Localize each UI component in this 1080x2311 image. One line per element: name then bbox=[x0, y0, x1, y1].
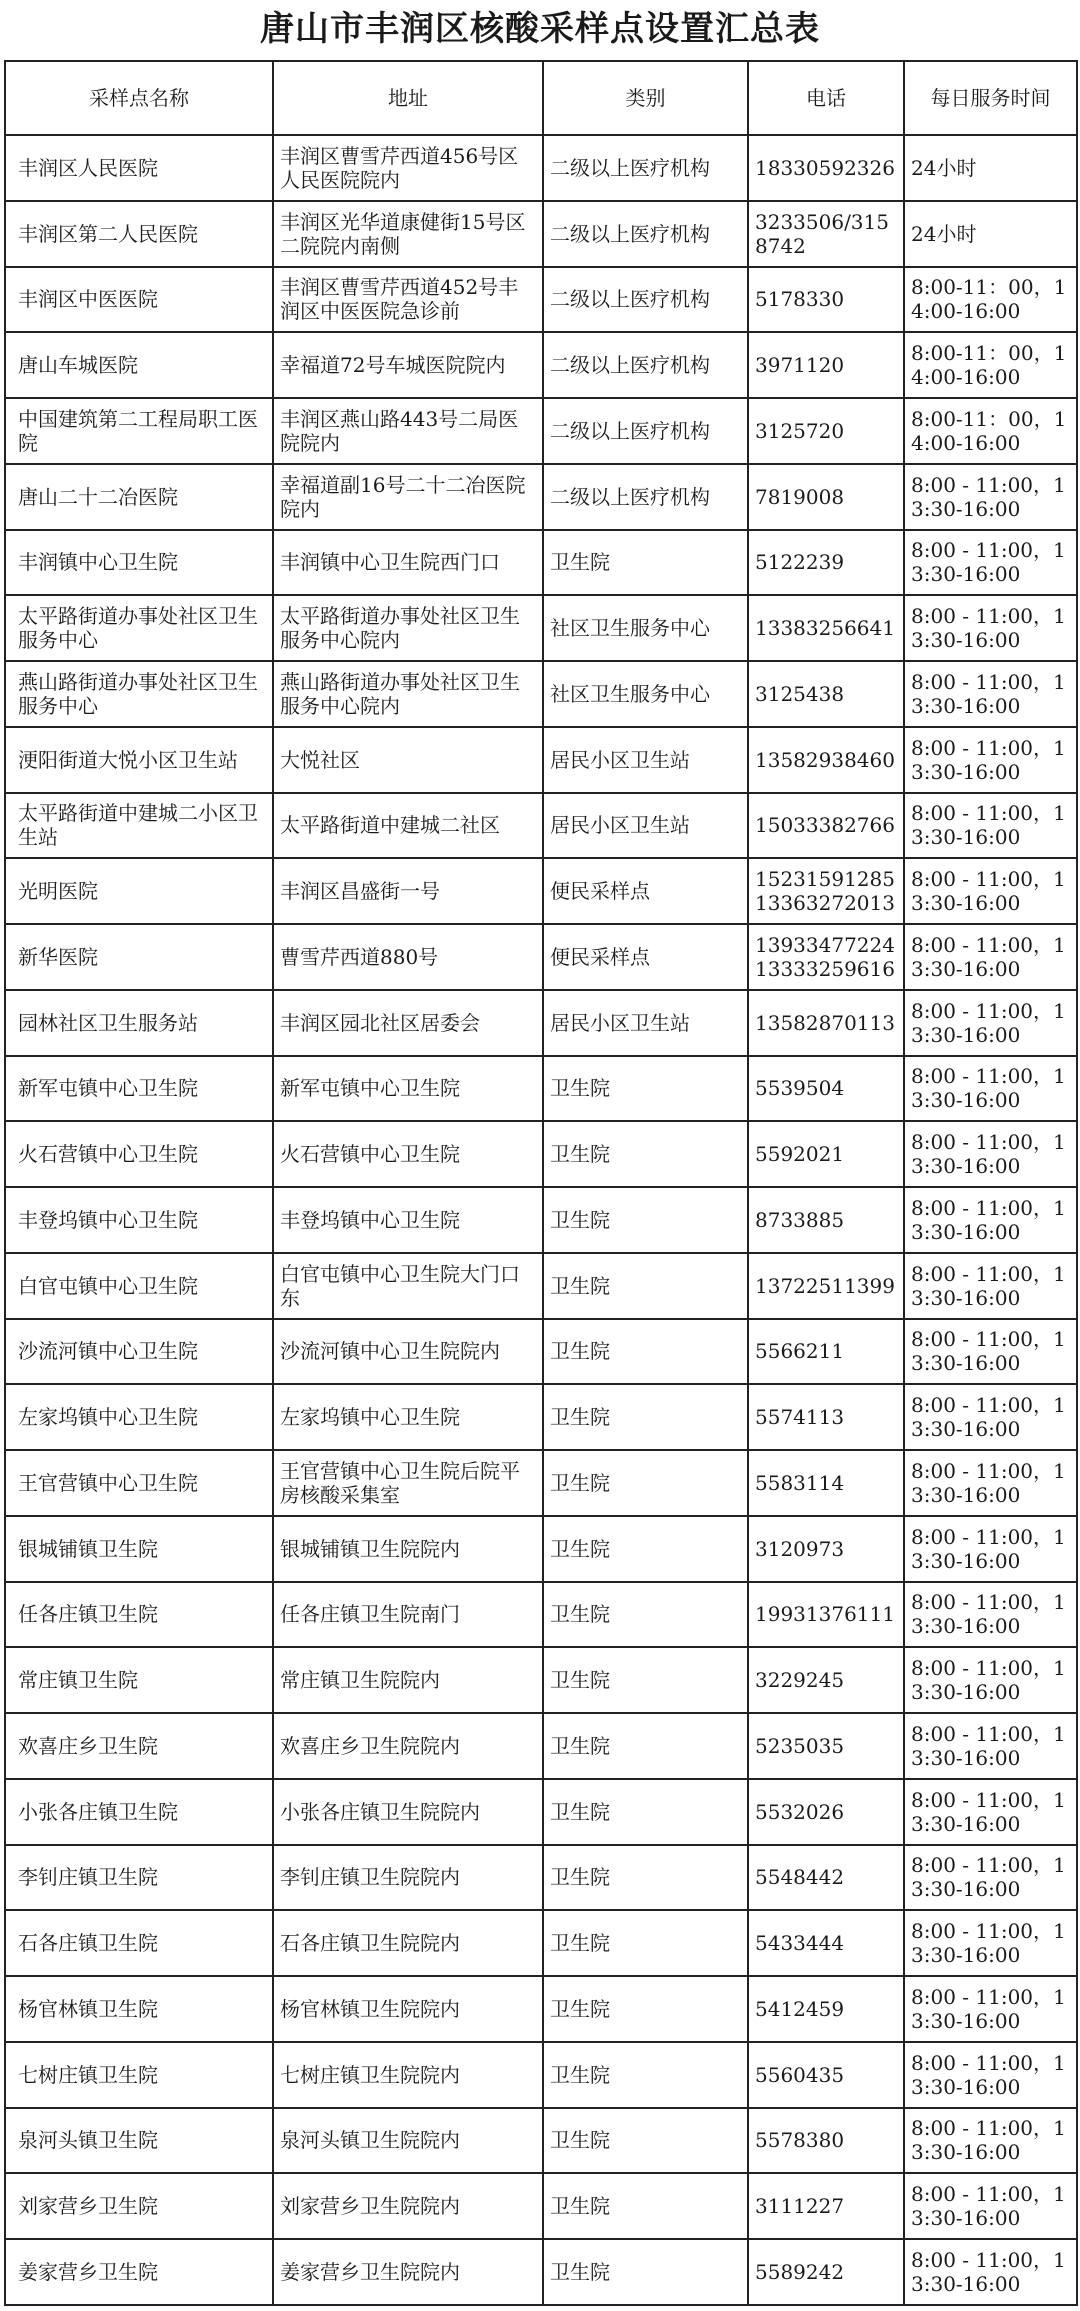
phone-cell: 5589242 bbox=[748, 2239, 904, 2305]
site-name-cell: 七树庄镇卫生院 bbox=[5, 2042, 273, 2108]
category-cell: 卫生院 bbox=[543, 1647, 748, 1713]
table-row bbox=[5, 1253, 1077, 1319]
category-cell: 卫生院 bbox=[543, 1582, 748, 1648]
table-row bbox=[5, 135, 1077, 201]
table-row bbox=[5, 2173, 1077, 2239]
hours-cell: 8:00 - 11:00，13:30-16:00 bbox=[904, 1976, 1077, 2042]
table-row bbox=[5, 2042, 1077, 2108]
category-cell: 卫生院 bbox=[543, 1779, 748, 1845]
site-name-cell: 沙流河镇中心卫生院 bbox=[5, 1319, 273, 1385]
category-cell: 卫生院 bbox=[543, 1384, 748, 1450]
site-name-cell: 燕山路街道办事处社区卫生服务中心 bbox=[5, 661, 273, 727]
hours-cell: 8:00 - 11:00，13:30-16:00 bbox=[904, 1910, 1077, 1976]
phone-cell: 5574113 bbox=[748, 1384, 904, 1450]
site-name-cell: 王官营镇中心卫生院 bbox=[5, 1450, 273, 1516]
page-title: 唐山市丰润区核酸采样点设置汇总表 bbox=[260, 9, 820, 49]
site-name-cell: 丰登坞镇中心卫生院 bbox=[5, 1187, 273, 1253]
phone-cell: 3120973 bbox=[748, 1516, 904, 1582]
address-cell: 丰润区园北社区居委会 bbox=[273, 990, 543, 1056]
table-row bbox=[5, 464, 1077, 530]
category-cell: 二级以上医疗机构 bbox=[543, 464, 748, 530]
category-cell: 卫生院 bbox=[543, 1845, 748, 1911]
category-cell: 卫生院 bbox=[543, 1713, 748, 1779]
address-cell: 白官屯镇中心卫生院大门口东 bbox=[273, 1253, 543, 1319]
site-name-cell: 欢喜庄乡卫生院 bbox=[5, 1713, 273, 1779]
phone-cell: 3971120 bbox=[748, 332, 904, 398]
table-row bbox=[5, 661, 1077, 727]
table-row bbox=[5, 990, 1077, 1056]
hours-cell: 8:00 - 11:00，13:30-16:00 bbox=[904, 1713, 1077, 1779]
address-cell: 幸福道副16号二十二冶医院院内 bbox=[273, 464, 543, 530]
phone-cell: 13582938460 bbox=[748, 727, 904, 793]
category-cell: 二级以上医疗机构 bbox=[543, 398, 748, 464]
phone-cell: 5539504 bbox=[748, 1056, 904, 1122]
phone-cell: 5235035 bbox=[748, 1713, 904, 1779]
address-cell: 欢喜庄乡卫生院院内 bbox=[273, 1713, 543, 1779]
table-row bbox=[5, 201, 1077, 267]
category-cell: 卫生院 bbox=[543, 1319, 748, 1385]
hours-cell: 8:00 - 11:00，13:30-16:00 bbox=[904, 990, 1077, 1056]
category-cell: 卫生院 bbox=[543, 2042, 748, 2108]
site-name-cell: 园林社区卫生服务站 bbox=[5, 990, 273, 1056]
phone-cell: 18330592326 bbox=[748, 135, 904, 201]
table-row bbox=[5, 924, 1077, 990]
hours-cell: 8:00 - 11:00，13:30-16:00 bbox=[904, 2108, 1077, 2174]
category-cell: 卫生院 bbox=[543, 1450, 748, 1516]
hours-cell: 8:00 - 11:00，13:30-16:00 bbox=[904, 1253, 1077, 1319]
phone-cell: 5548442 bbox=[748, 1845, 904, 1911]
site-name-cell: 火石营镇中心卫生院 bbox=[5, 1121, 273, 1187]
phone-cell: 3125720 bbox=[748, 398, 904, 464]
address-cell: 丰润区昌盛街一号 bbox=[273, 858, 543, 924]
category-cell: 二级以上医疗机构 bbox=[543, 332, 748, 398]
site-name-cell: 丰润区第二人民医院 bbox=[5, 201, 273, 267]
phone-cell: 5560435 bbox=[748, 2042, 904, 2108]
hours-cell: 8:00 - 11:00，13:30-16:00 bbox=[904, 793, 1077, 859]
hours-cell: 8:00 - 11:00，13:30-16:00 bbox=[904, 464, 1077, 530]
address-cell: 幸福道72号车城医院院内 bbox=[273, 332, 543, 398]
hours-cell: 8:00 - 11:00，13:30-16:00 bbox=[904, 1187, 1077, 1253]
phone-cell: 5578380 bbox=[748, 2108, 904, 2174]
table-row bbox=[5, 267, 1077, 333]
phone-cell: 13933477224 13333259616 bbox=[748, 924, 904, 990]
phone-cell: 19931376111 bbox=[748, 1582, 904, 1648]
address-cell: 丰润区曹雪芹西道456号区人民医院院内 bbox=[273, 135, 543, 201]
hours-cell: 8:00 - 11:00，13:30-16:00 bbox=[904, 1384, 1077, 1450]
site-name-cell: 常庄镇卫生院 bbox=[5, 1647, 273, 1713]
header-category: 类别 bbox=[543, 61, 748, 135]
category-cell: 卫生院 bbox=[543, 1910, 748, 1976]
table-row bbox=[5, 1319, 1077, 1385]
table-row bbox=[5, 1384, 1077, 1450]
category-cell: 便民采样点 bbox=[543, 924, 748, 990]
category-cell: 卫生院 bbox=[543, 2239, 748, 2305]
site-name-cell: 唐山二十二冶医院 bbox=[5, 464, 273, 530]
site-name-cell: 浭阳街道大悦小区卫生站 bbox=[5, 727, 273, 793]
phone-cell: 5566211 bbox=[748, 1319, 904, 1385]
category-cell: 居民小区卫生站 bbox=[543, 990, 748, 1056]
site-name-cell: 太平路街道办事处社区卫生服务中心 bbox=[5, 595, 273, 661]
address-cell: 李钊庄镇卫生院院内 bbox=[273, 1845, 543, 1911]
phone-cell: 3233506/3158742 bbox=[748, 201, 904, 267]
address-cell: 石各庄镇卫生院院内 bbox=[273, 1910, 543, 1976]
table-row bbox=[5, 1516, 1077, 1582]
category-cell: 居民小区卫生站 bbox=[543, 727, 748, 793]
phone-cell: 13582870113 bbox=[748, 990, 904, 1056]
category-cell: 二级以上医疗机构 bbox=[543, 135, 748, 201]
phone-cell: 15033382766 bbox=[748, 793, 904, 859]
site-name-cell: 新军屯镇中心卫生院 bbox=[5, 1056, 273, 1122]
table-row bbox=[5, 1779, 1077, 1845]
hours-cell: 8:00 - 11:00，13:30-16:00 bbox=[904, 2042, 1077, 2108]
site-name-cell: 李钊庄镇卫生院 bbox=[5, 1845, 273, 1911]
phone-cell: 5122239 bbox=[748, 530, 904, 596]
hours-cell: 8:00 - 11:00，13:30-16:00 bbox=[904, 1647, 1077, 1713]
table-row bbox=[5, 793, 1077, 859]
hours-cell: 8:00 - 11:00，13:30-16:00 bbox=[904, 924, 1077, 990]
hours-cell: 8:00 - 11:00，13:30-16:00 bbox=[904, 2173, 1077, 2239]
site-name-cell: 姜家营乡卫生院 bbox=[5, 2239, 273, 2305]
site-name-cell: 丰润镇中心卫生院 bbox=[5, 530, 273, 596]
site-name-cell: 小张各庄镇卫生院 bbox=[5, 1779, 273, 1845]
category-cell: 卫生院 bbox=[543, 1516, 748, 1582]
address-cell: 燕山路街道办事处社区卫生服务中心院内 bbox=[273, 661, 543, 727]
hours-cell: 8:00 - 11:00，13:30-16:00 bbox=[904, 1582, 1077, 1648]
category-cell: 卫生院 bbox=[543, 1121, 748, 1187]
hours-cell: 8:00-11：00，14:00-16:00 bbox=[904, 267, 1077, 333]
address-cell: 新军屯镇中心卫生院 bbox=[273, 1056, 543, 1122]
table-row bbox=[5, 1187, 1077, 1253]
hours-cell: 8:00 - 11:00，13:30-16:00 bbox=[904, 2239, 1077, 2305]
category-cell: 二级以上医疗机构 bbox=[543, 267, 748, 333]
phone-cell: 5412459 bbox=[748, 1976, 904, 2042]
table-row bbox=[5, 2239, 1077, 2305]
site-name-cell: 左家坞镇中心卫生院 bbox=[5, 1384, 273, 1450]
hours-cell: 8:00 - 11:00，13:30-16:00 bbox=[904, 727, 1077, 793]
table-row bbox=[5, 398, 1077, 464]
table-row bbox=[5, 727, 1077, 793]
phone-cell: 8733885 bbox=[748, 1187, 904, 1253]
hours-cell: 8:00 - 11:00，13:30-16:00 bbox=[904, 1121, 1077, 1187]
category-cell: 便民采样点 bbox=[543, 858, 748, 924]
address-cell: 丰润区曹雪芹西道452号丰润区中医医院急诊前 bbox=[273, 267, 543, 333]
address-cell: 七树庄镇卫生院院内 bbox=[273, 2042, 543, 2108]
phone-cell: 5592021 bbox=[748, 1121, 904, 1187]
address-cell: 太平路街道中建城二社区 bbox=[273, 793, 543, 859]
phone-cell: 13722511399 bbox=[748, 1253, 904, 1319]
category-cell: 二级以上医疗机构 bbox=[543, 201, 748, 267]
hours-cell: 8:00 - 11:00，13:30-16:00 bbox=[904, 661, 1077, 727]
sampling-sites-table bbox=[4, 60, 1078, 2306]
hours-cell: 8:00 - 11:00，13:30-16:00 bbox=[904, 595, 1077, 661]
phone-cell: 5178330 bbox=[748, 267, 904, 333]
table-body bbox=[5, 135, 1077, 2305]
site-name-cell: 中国建筑第二工程局职工医院 bbox=[5, 398, 273, 464]
table-row bbox=[5, 1056, 1077, 1122]
phone-cell: 7819008 bbox=[748, 464, 904, 530]
address-cell: 刘家营乡卫生院院内 bbox=[273, 2173, 543, 2239]
table-row bbox=[5, 1647, 1077, 1713]
address-cell: 泉河头镇卫生院院内 bbox=[273, 2108, 543, 2174]
category-cell: 卫生院 bbox=[543, 1187, 748, 1253]
address-cell: 杨官林镇卫生院院内 bbox=[273, 1976, 543, 2042]
table-row bbox=[5, 1910, 1077, 1976]
table-row bbox=[5, 1582, 1077, 1648]
address-cell: 丰登坞镇中心卫生院 bbox=[273, 1187, 543, 1253]
address-cell: 左家坞镇中心卫生院 bbox=[273, 1384, 543, 1450]
address-cell: 沙流河镇中心卫生院院内 bbox=[273, 1319, 543, 1385]
site-name-cell: 丰润区人民医院 bbox=[5, 135, 273, 201]
phone-cell: 5433444 bbox=[748, 1910, 904, 1976]
header-name: 采样点名称 bbox=[5, 61, 273, 135]
site-name-cell: 白官屯镇中心卫生院 bbox=[5, 1253, 273, 1319]
category-cell: 卫生院 bbox=[543, 2108, 748, 2174]
site-name-cell: 泉河头镇卫生院 bbox=[5, 2108, 273, 2174]
address-cell: 丰润区燕山路443号二局医院院内 bbox=[273, 398, 543, 464]
site-name-cell: 石各庄镇卫生院 bbox=[5, 1910, 273, 1976]
hours-cell: 8:00 - 11:00，13:30-16:00 bbox=[904, 1319, 1077, 1385]
header-hours: 每日服务时间 bbox=[904, 61, 1077, 135]
address-cell: 太平路街道办事处社区卫生服务中心院内 bbox=[273, 595, 543, 661]
hours-cell: 8:00 - 11:00，13:30-16:00 bbox=[904, 1516, 1077, 1582]
header-phone: 电话 bbox=[748, 61, 904, 135]
address-cell: 大悦社区 bbox=[273, 727, 543, 793]
table-row bbox=[5, 530, 1077, 596]
site-name-cell: 任各庄镇卫生院 bbox=[5, 1582, 273, 1648]
hours-cell: 8:00 - 11:00，13:30-16:00 bbox=[904, 530, 1077, 596]
site-name-cell: 杨官林镇卫生院 bbox=[5, 1976, 273, 2042]
phone-cell: 15231591285 13363272013 bbox=[748, 858, 904, 924]
address-cell: 银城铺镇卫生院院内 bbox=[273, 1516, 543, 1582]
address-cell: 小张各庄镇卫生院院内 bbox=[273, 1779, 543, 1845]
category-cell: 卫生院 bbox=[543, 1056, 748, 1122]
address-cell: 任各庄镇卫生院南门 bbox=[273, 1582, 543, 1648]
category-cell: 卫生院 bbox=[543, 1253, 748, 1319]
phone-cell: 3125438 bbox=[748, 661, 904, 727]
table-row bbox=[5, 2108, 1077, 2174]
address-cell: 常庄镇卫生院院内 bbox=[273, 1647, 543, 1713]
address-cell: 火石营镇中心卫生院 bbox=[273, 1121, 543, 1187]
phone-cell: 3229245 bbox=[748, 1647, 904, 1713]
hours-cell: 8:00 - 11:00，13:30-16:00 bbox=[904, 1779, 1077, 1845]
table-row bbox=[5, 1713, 1077, 1779]
category-cell: 社区卫生服务中心 bbox=[543, 661, 748, 727]
hours-cell: 24小时 bbox=[904, 201, 1077, 267]
hours-cell: 24小时 bbox=[904, 135, 1077, 201]
site-name-cell: 光明医院 bbox=[5, 858, 273, 924]
phone-cell: 13383256641 bbox=[748, 595, 904, 661]
site-name-cell: 唐山车城医院 bbox=[5, 332, 273, 398]
site-name-cell: 银城铺镇卫生院 bbox=[5, 1516, 273, 1582]
site-name-cell: 刘家营乡卫生院 bbox=[5, 2173, 273, 2239]
table-row bbox=[5, 858, 1077, 924]
header-address: 地址 bbox=[273, 61, 543, 135]
hours-cell: 8:00 - 11:00，13:30-16:00 bbox=[904, 858, 1077, 924]
hours-cell: 8:00 - 11:00，13:30-16:00 bbox=[904, 1450, 1077, 1516]
site-name-cell: 丰润区中医医院 bbox=[5, 267, 273, 333]
category-cell: 卫生院 bbox=[543, 1976, 748, 2042]
phone-cell: 5583114 bbox=[748, 1450, 904, 1516]
phone-cell: 5532026 bbox=[748, 1779, 904, 1845]
category-cell: 卫生院 bbox=[543, 2173, 748, 2239]
table-row bbox=[5, 595, 1077, 661]
hours-cell: 8:00-11：00，14:00-16:00 bbox=[904, 332, 1077, 398]
address-cell: 曹雪芹西道880号 bbox=[273, 924, 543, 990]
phone-cell: 3111227 bbox=[748, 2173, 904, 2239]
category-cell: 卫生院 bbox=[543, 530, 748, 596]
site-name-cell: 新华医院 bbox=[5, 924, 273, 990]
table-row bbox=[5, 1450, 1077, 1516]
site-name-cell: 太平路街道中建城二小区卫生站 bbox=[5, 793, 273, 859]
table-row bbox=[5, 1121, 1077, 1187]
table-row bbox=[5, 332, 1077, 398]
category-cell: 居民小区卫生站 bbox=[543, 793, 748, 859]
hours-cell: 8:00 - 11:00，13:30-16:00 bbox=[904, 1056, 1077, 1122]
category-cell: 社区卫生服务中心 bbox=[543, 595, 748, 661]
hours-cell: 8:00 - 11:00，13:30-16:00 bbox=[904, 1845, 1077, 1911]
table-row bbox=[5, 1845, 1077, 1911]
address-cell: 丰润区光华道康健街15号区二院院内南侧 bbox=[273, 201, 543, 267]
address-cell: 王官营镇中心卫生院后院平房核酸采集室 bbox=[273, 1450, 543, 1516]
address-cell: 姜家营乡卫生院院内 bbox=[273, 2239, 543, 2305]
table-header-row bbox=[5, 61, 1077, 135]
table-row bbox=[5, 1976, 1077, 2042]
address-cell: 丰润镇中心卫生院西门口 bbox=[273, 530, 543, 596]
hours-cell: 8:00-11：00，14:00-16:00 bbox=[904, 398, 1077, 464]
